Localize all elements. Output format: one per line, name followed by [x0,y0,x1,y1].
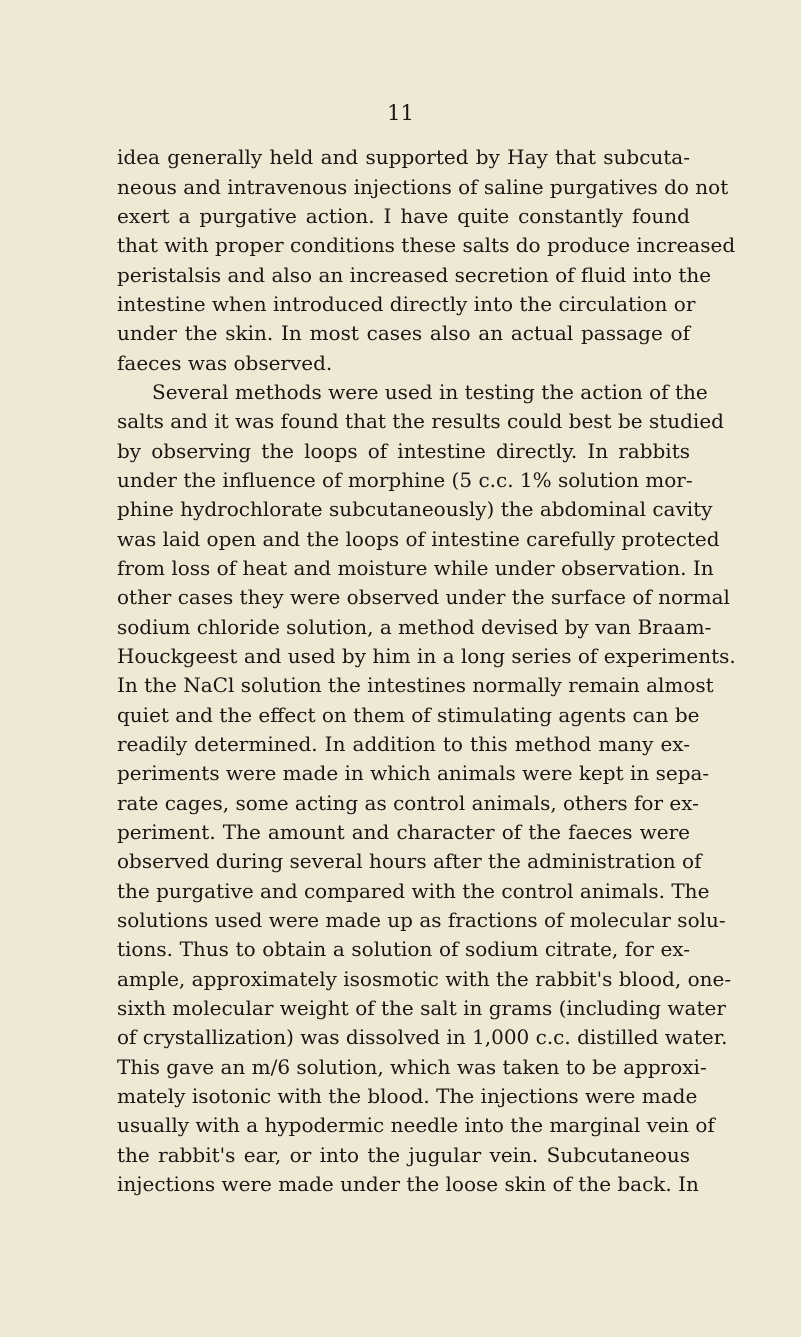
text-line-27: solutions used were made up as fractions of molecular solu- [117,908,726,932]
text-line-11: by observing the loops of intestine directly. In rabbits [117,439,690,463]
text-line-19: In the NaCl solution the intestines normally remain almost [117,673,714,697]
text-line-36: injections were made under the loose skin of the back. In [117,1172,699,1196]
text-line-28: tions. Thus to obtain a solution of sodium citrate, for ex- [117,937,690,961]
text-line-1: idea generally held and supported by Hay that subcuta- [117,145,690,169]
text-line-10: salts and it was found that the results could best be studied [117,409,724,433]
text-line-23: rate cages, some acting as control animals, others for ex- [117,791,699,815]
text-line-13: phine hydrochlorate subcutaneously) the abdominal cavity [117,497,713,521]
text-line-25: observed during several hours after the administration of [117,849,702,873]
text-line-21: readily determined. In addition to this method many ex- [117,732,690,756]
text-line-12: under the influence of morphine (5 c.c. 1% solution mor- [117,468,693,492]
text-line-3: exert a purgative action. I have quite constantly found [117,204,690,228]
page-number: 11 [387,101,414,125]
text-line-35: the rabbit's ear, or into the jugular vein. Subcutaneous [117,1143,690,1167]
text-line-6: intestine when introduced directly into the circulation or [117,292,696,316]
text-line-9: Several methods were used in testing the action of the [152,380,708,404]
text-line-31: of crystallization) was dissolved in 1,000 c.c. distilled water. [117,1025,728,1049]
text-line-5: peristalsis and also an increased secretion of fluid into the [117,263,712,287]
text-line-15: from loss of heat and moisture while under observation. In [117,556,714,580]
text-line-8: faeces was observed. [117,351,333,375]
text-line-24: periment. The amount and character of the faeces were [117,820,690,844]
text-line-14: was laid open and the loops of intestine carefully protected [117,527,720,551]
text-line-34: usually with a hypodermic needle into the marginal vein of [117,1113,715,1137]
text-line-4: that with proper conditions these salts do produce increased [117,233,736,257]
text-line-22: periments were made in which animals were kept in sepa- [117,761,710,785]
text-line-7: under the skin. In most cases also an actual passage of [117,321,690,345]
text-line-30: sixth molecular weight of the salt in grams (including water [117,996,726,1020]
text-line-26: the purgative and compared with the control animals. The [117,879,710,903]
text-line-2: neous and intravenous injections of saline purgatives do not [117,175,729,199]
text-line-18: Houckgeest and used by him in a long series of experiments. [117,644,736,668]
text-line-17: sodium chloride solution, a method devised by van Braam- [117,615,712,639]
text-line-20: quiet and the effect on them of stimulating agents can be [117,703,700,727]
text-line-32: This gave an m/6 solution, which was taken to be approxi- [117,1055,707,1079]
text-line-16: other cases they were observed under the surface of normal [117,585,730,609]
text-line-29: ample, approximately isosmotic with the rabbit's blood, one- [117,967,732,991]
text-line-33: mately isotonic with the blood. The injections were made [117,1084,698,1108]
